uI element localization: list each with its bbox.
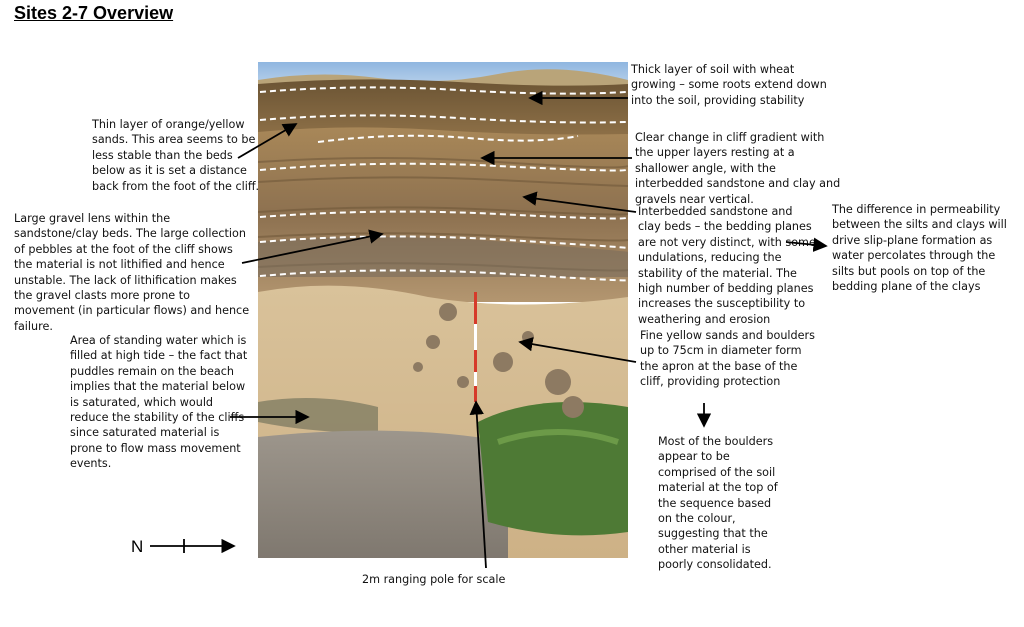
- permeability-note: The difference in permeability between the silts and clays will drive slip-plane formation as water percolates through the silts but pools on top of the bedding plane of the clays: [832, 203, 1007, 294]
- soil-layer-note: Thick layer of soil with wheat growing – some roots extend down into the soil, providing stability: [631, 63, 827, 107]
- cliff-photo-illustration: [258, 62, 628, 558]
- orange-sands-note: Thin layer of orange/yellow sands. This area seems to be less stable than the beds below as it is set a distance back from the foot of the cliff.: [92, 118, 260, 193]
- standing-water-note: Area of standing water which is filled at high tide – the fact that puddles remain on the beach implies that the material below is saturated, which would reduce the stability of the cliffs since saturated material is prone to flow mass movement events.: [70, 334, 248, 471]
- cliff-photo: [258, 62, 628, 558]
- north-label: N: [131, 537, 144, 556]
- cliff-gradient-note: Clear change in cliff gradient with the upper layers resting at a shallower angle, with the interbedded sandstone and clay and gravels near vertical.: [635, 131, 841, 206]
- page-title: Sites 2-7 Overview: [14, 3, 174, 23]
- fine-sands-note: Fine yellow sands and boulders up to 75cm in diameter form the apron at the base of the cliff, providing protection: [640, 329, 815, 389]
- interbedded-beds-note: Interbedded sandstone and clay beds – the bedding planes are not very distinct, with some undulations, reducing the stability of the material. The high number of bedding planes increases the susceptibility to weathering and erosion: [638, 205, 816, 326]
- gravel-lens-note: Large gravel lens within the sandstone/clay beds. The large collection of pebbles at the foot of the cliff shows the material is not lithified and hence unstable. The lack of lithification makes the gravel clasts more prone to movement (in particular flows) and hence failure.: [14, 212, 250, 333]
- ranging-pole-note: 2m ranging pole for scale: [362, 573, 506, 586]
- boulders-note: Most of the boulders appear to be comprised of the soil material at the top of the sequence based on the colour, suggesting that the other material is poorly consolidated.: [658, 435, 778, 572]
